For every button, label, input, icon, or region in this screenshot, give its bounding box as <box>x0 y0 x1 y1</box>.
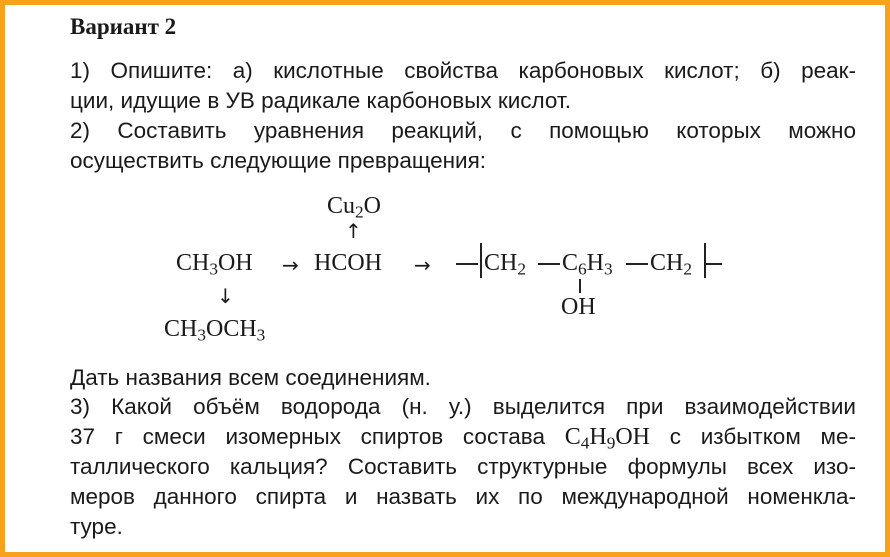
question-3-line-3: таллического кальция? Составить структурные формулы всех изо- <box>70 454 856 479</box>
arrow-right-icon: → <box>282 253 299 277</box>
substituent-bond <box>579 279 581 293</box>
butanol-formula: $C_4H_9OH$ <box>564 424 651 453</box>
question-2-line-1: 2) Составить уравнения реакций, с помощью которых можно <box>70 118 856 143</box>
polymer-bracket-right <box>704 243 706 278</box>
question-1-line-2: ции, идущие в УВ радикале карбоновых кислот. <box>70 88 571 113</box>
polymer-bracket-left <box>480 243 482 278</box>
polymer-bond-left <box>456 263 478 265</box>
arrow-down-icon: ↓ <box>217 284 234 308</box>
question-3-line-2: 37 г смеси изомерных спиртов состава $C_4H_9OH$ с избытком ме- <box>70 424 856 453</box>
question-3-line-4: меров данного спирта и назвать их по международной номенкла- <box>70 484 856 509</box>
methanol-formula: $CH_3OH$ <box>176 250 253 279</box>
dimethyl-ether-formula: $CH_3OCH_3$ <box>164 316 266 345</box>
arrow-up-icon: ↑ <box>345 219 362 243</box>
polymer-bond-right <box>706 263 722 265</box>
polymer-ch2-left: $CH_2$ <box>484 250 526 279</box>
copper-oxide-formula: $Cu_2O$ <box>327 193 381 222</box>
formaldehyde-formula: HCOH <box>314 250 383 276</box>
polymer-bond <box>538 263 560 265</box>
arrow-right-icon: → <box>414 253 431 277</box>
hydroxyl-group: OH <box>561 294 596 320</box>
variant-title: Вариант 2 <box>70 14 177 39</box>
question-2-naming-instruction: Дать названия всем соединениям. <box>70 365 431 390</box>
question-2-line-2: осуществить следующие превращения: <box>70 148 487 173</box>
polymer-bond <box>626 263 648 265</box>
question-1-line-1: 1) Опишите: а) кислотные свойства карбоновых кислот; б) реак- <box>70 58 856 83</box>
polymer-c6h3: $C_6H_3$ <box>562 250 613 279</box>
polymer-ch2-right: $CH_2$ <box>650 250 692 279</box>
question-3-line-5: туре. <box>70 514 123 539</box>
question-3-line-1: 3) Какой объём водорода (н. у.) выделится при взаимодействии <box>70 394 856 419</box>
